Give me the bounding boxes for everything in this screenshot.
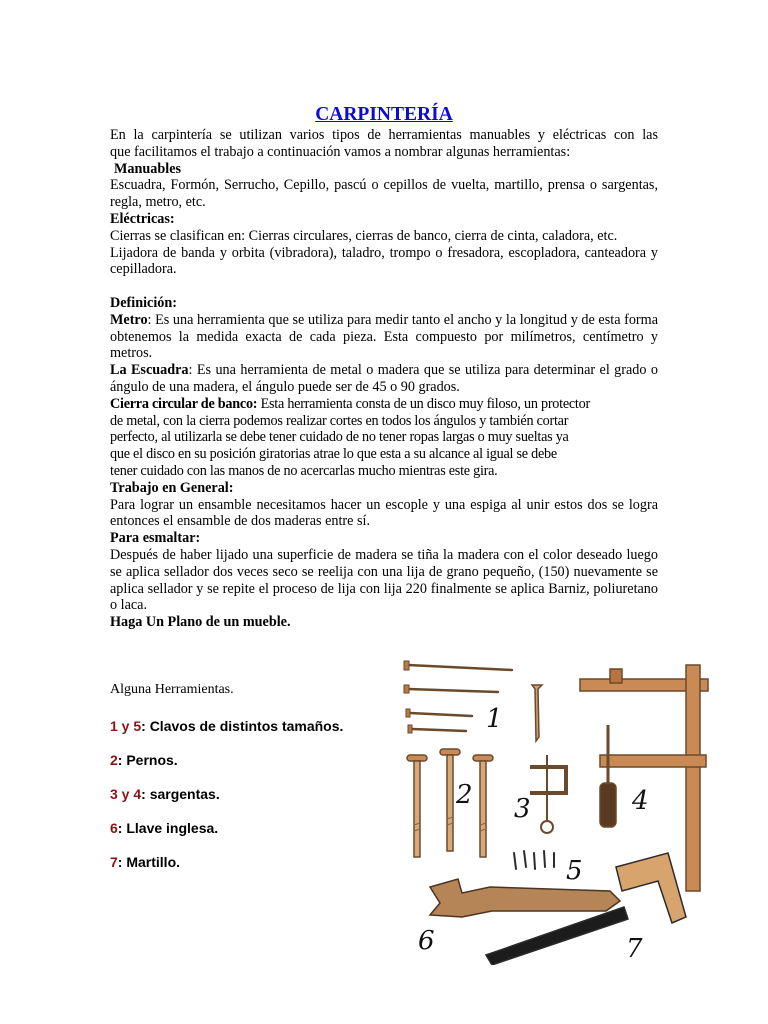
esmaltar-text: Después de haber lijado una superficie de madera se tiña la madera con el color deseado luego se aplica sellador dos veces seco se reelija con una lija de grano pequeño, (150) nuevamente se aplica sellador y se repite el proceso de lija con lija 220 finalmente se aplica Barniz, poliuretano o laca. (110, 546, 658, 614)
c-clamp-icon (530, 755, 566, 833)
bolts-icon (407, 749, 493, 857)
bar-clamp-icon (580, 665, 708, 891)
legend-number: 3 y 4 (110, 786, 142, 802)
figure-label-1: 1 (486, 704, 503, 734)
tools-legend (110, 682, 400, 888)
legend-item (110, 854, 400, 870)
definicion-heading: Definición: (110, 294, 177, 311)
figure-label-5: 5 (566, 856, 583, 886)
legend-number: 1 y 5 (110, 718, 142, 734)
figure-label-6: 6 (418, 926, 435, 956)
electricas-text-1: Cierras se clasifican en: Cierras circulares, cierras de banco, cierra de cinta, caladora, etc. (110, 227, 618, 244)
cierra-label: Cierra circular de banco: (110, 395, 258, 412)
legend-number: 7 (110, 854, 118, 870)
electricas-heading: Eléctricas: (110, 210, 175, 227)
metro-text: : Es una herramienta que se utiliza para medir tanto el ancho y la longitud y de esta forma obtenemos la medida exacta de cada pieza. Esta compuesto por milímetros, centímetro y metros. (110, 311, 658, 362)
cierra-line-5: tener cuidado con las manos de no acercarlas mucho mientras este gira. (110, 462, 498, 479)
electricas-text-2: Lijadora de banda y orbita (vibradora), taladro, trompo o fresadora, escopladora, canteadora y cepilladora. (110, 244, 658, 278)
figure-label-7: 7 (626, 934, 643, 964)
page-title: CARPINTERÍA (315, 104, 453, 125)
legend-text: : sargentas. (141, 786, 220, 802)
intro-line-1: En la carpintería se utilizan varios tipos de herramientas manuables y eléctricas con las (110, 127, 658, 143)
trabajo-text: Para lograr un ensamble necesitamos hacer un escople y una espiga al unir estos dos se logra entonces el ensamble de dos maderas entre sí. (110, 496, 658, 530)
legend-item (110, 752, 400, 768)
small-nails-icon (514, 851, 554, 869)
legend-intro: Alguna Herramientas. (110, 682, 234, 697)
wrench-icon (430, 879, 620, 917)
escuadra-paragraph (110, 362, 658, 396)
esmaltar-heading: Para esmaltar: (110, 530, 201, 547)
escuadra-text: : Es una herramienta de metal o madera que se utiliza para determinar el grado o ángulo de una madera, el ángulo puede ser de 45 o 90 grados. (110, 362, 658, 395)
intro-line-2: que facilitamos el trabajo a continuación vamos a nombrar algunas herramientas: (110, 143, 571, 160)
legend-text: : Clavos de distintos tamaños. (141, 718, 344, 734)
intro-block (110, 127, 658, 631)
legend-text: : Llave inglesa. (117, 820, 219, 836)
plano-instruction: Haga Un Plano de un mueble. (110, 614, 291, 631)
figure-label-4: 4 (632, 786, 649, 816)
trabajo-heading: Trabajo en General: (110, 479, 234, 496)
metro-label: Metro (110, 311, 148, 328)
legend-text: : Martillo. (117, 854, 181, 870)
metro-paragraph (110, 312, 658, 362)
escuadra-label: La Escuadra (110, 362, 189, 379)
legend-item (110, 718, 400, 734)
legend-text: : Pernos. (117, 752, 178, 768)
cierra-line-1 (110, 396, 658, 413)
legend-item (110, 820, 400, 836)
legend-item (110, 786, 400, 802)
cierra-line-4: que el disco en su posición giratorias atrae lo que esta a su alcance al igual se debe (110, 446, 557, 463)
cierra-line-2: de metal, con la cierra podemos realizar cortes en todos los ángulos y también cortar (110, 412, 569, 429)
legend-number: 2 (110, 752, 118, 768)
tools-illustration (400, 655, 710, 965)
figure-label-2: 2 (456, 780, 473, 810)
cierra-text-1: Esta herramienta consta de un disco muy filoso, un protector (257, 395, 590, 412)
nails-icon (404, 661, 542, 741)
manuables-heading: Manuables (114, 160, 182, 177)
cierra-line-3: perfecto, al utilizarla se debe tener cuidado de no tener ropas largas o muy sueltas ya (110, 429, 569, 446)
figure-label-3: 3 (514, 794, 531, 824)
legend-number: 6 (110, 820, 118, 836)
manuables-text: Escuadra, Formón, Serrucho, Cepillo, pascú o cepillos de vuelta, martillo, prensa o sargentas, regla, metro, etc. (110, 177, 658, 211)
